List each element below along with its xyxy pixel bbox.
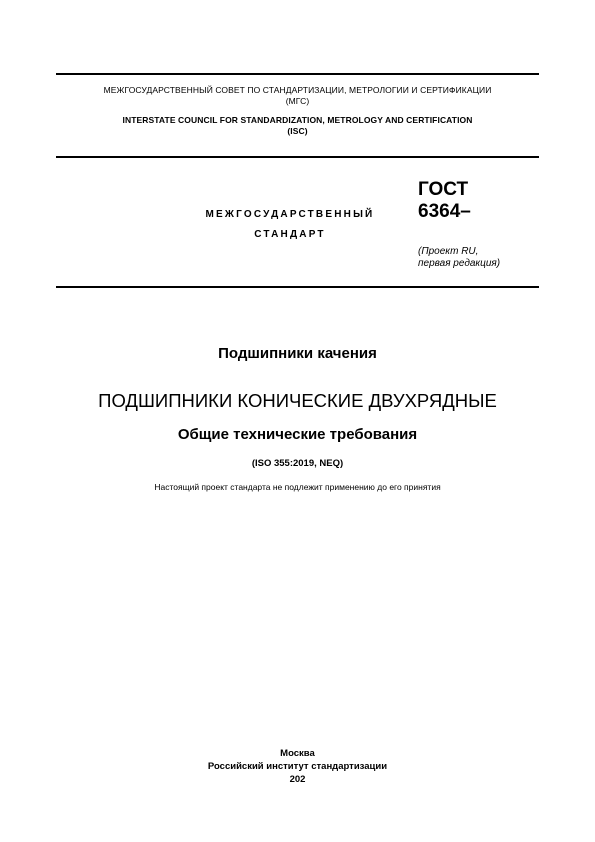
title-block-rule [56, 286, 539, 288]
footer-city: Москва [280, 748, 315, 759]
draft-disclaimer: Настоящий проект стандарта не подлежит применению до его принятия [154, 482, 441, 492]
council-ru: МЕЖГОСУДАРСТВЕННЫЙ СОВЕТ ПО СТАНДАРТИЗАЦИИ, МЕТРОЛОГИИ И СЕРТИФИКАЦИИ [103, 85, 492, 95]
council-en-abbr: (ISC) [287, 126, 308, 136]
council-header [56, 85, 539, 137]
standard-label-line1: МЕЖГОСУДАРСТВЕННЫЙ [205, 209, 375, 220]
footer-year: 202 [289, 774, 306, 785]
top-rule [56, 73, 539, 75]
footer-institute: Российский институт стандартизации [207, 761, 388, 772]
title-group: Подшипники качения [218, 345, 377, 362]
council-en: INTERSTATE COUNCIL FOR STANDARDIZATION, METROLOGY AND CERTIFICATION [122, 115, 473, 125]
council-ru-abbr: (МГС) [285, 96, 310, 106]
header-rule [56, 156, 539, 158]
title-sub: Общие технические требования [177, 426, 418, 443]
gost-word: ГОСТ [418, 179, 469, 200]
gost-number: 6364– [418, 201, 471, 222]
draft-note [418, 246, 500, 270]
title-main: ПОДШИПНИКИ КОНИЧЕСКИЕ ДВУХРЯДНЫЕ [98, 390, 497, 411]
standard-label-line2: СТАНДАРТ [254, 229, 326, 240]
standard-label [175, 207, 405, 242]
draft-line1: (Проект RU, [418, 246, 479, 257]
iso-reference: (ISO 355:2019, NEQ) [251, 458, 344, 469]
publisher-footer [56, 747, 539, 786]
gost-designation [418, 179, 471, 223]
draft-line2: первая редакция) [418, 258, 501, 269]
